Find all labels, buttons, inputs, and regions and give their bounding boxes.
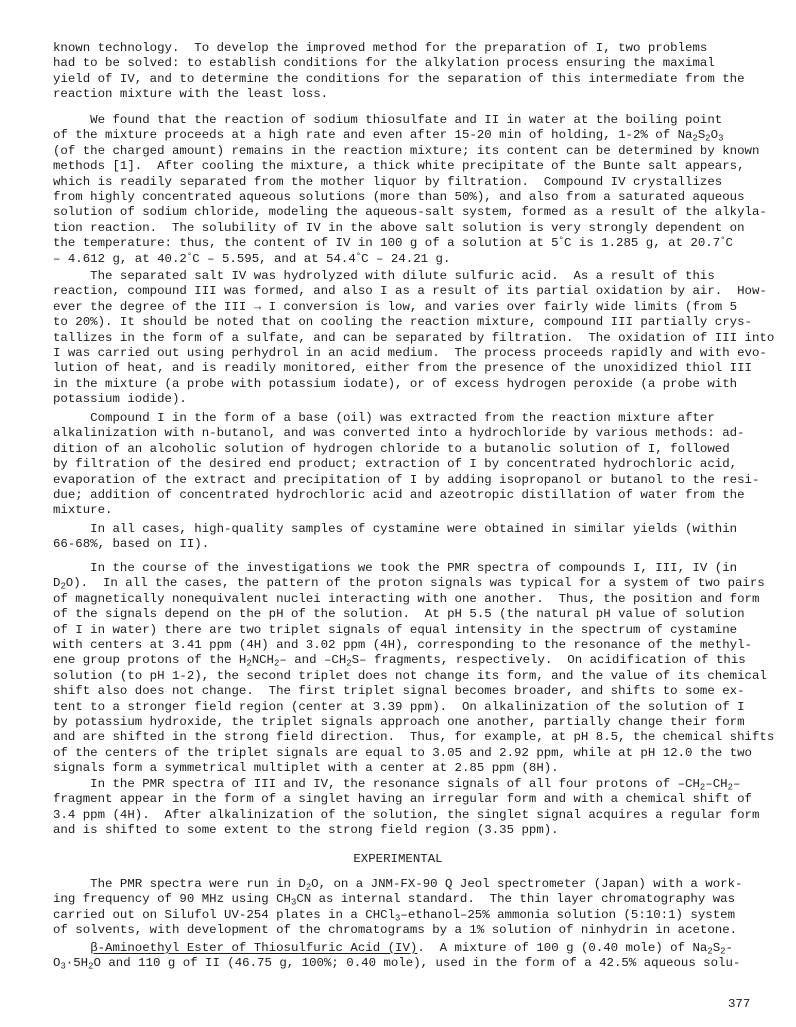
paragraph-intro-continuation — [53, 41, 743, 103]
paragraph-extraction — [53, 411, 760, 519]
text-line: In all cases, high-quality samples of cystamine were obtained in similar yields (within — [53, 522, 738, 536]
text-line: solution of sodium chloride, modeling the aqueous-salt system, formed as a result of the alkyla- — [53, 205, 767, 220]
text-line: In the course of the investigations we took the PMR spectra of compounds I, III, IV (in — [53, 561, 738, 575]
text-line: signals form a symmetrical multiplet with a center at 2.85 ppm (8H). — [53, 761, 559, 776]
text-line: of I in water) there are two triplet signals of equal intensity in the spectrum of cystamine — [53, 622, 738, 637]
text-line: by potassium hydroxide, the triplet signals approach one another, partially change their form — [53, 714, 745, 729]
text-line: Compound I in the form of a base (oil) was extracted from the reaction mixture after — [53, 411, 715, 425]
text-line: fragment appear in the form of a singlet having an irregular form and with a chemical shift of — [53, 792, 752, 807]
text-line: of the mixture proceeds at a high rate and even after 15-20 min of holding, 1-2% of $Na_2S_2O_3$ — [53, 128, 724, 144]
text-line: to 20%). It should be noted that on cooling the reaction mixture, compound III partially crys- — [53, 315, 752, 330]
text-line: In the PMR spectra of III and IV, the resonance signals of all four protons of $-CH_2-CH_2-$ — [53, 777, 741, 793]
text-line: ing frequency of 90 MHz using $CH_3CN$ as internal standard. The thin layer chromatography was — [53, 892, 736, 908]
text-line: of the centers of the triplet signals are equal to 3.05 and 2.92 ppm, while at pH 12.0 the two — [53, 745, 752, 760]
text-line: We found that the reaction of sodium thiosulfate and II in water at the boiling point — [53, 113, 723, 127]
text-line: $O_3\cdot 5H_2O$ and 110 g of II (46.75 g, 100%; 0.40 mole), used in the form of a 42.5% aqueous solu- — [53, 956, 741, 972]
text-line: had to be solved: to establish conditions for the alkylation process ensuring the maximal — [53, 56, 715, 71]
section-heading-experimental: EXPERIMENTAL — [353, 852, 443, 866]
text-line: $D_2O$). In all the cases, the pattern of the proton signals was typical for a system of two pairs — [53, 576, 765, 592]
paragraph-procedure-iv — [53, 941, 743, 972]
text-line: tion reaction. The solubility of IV in the above salt solution is very strongly dependent on — [53, 220, 745, 235]
text-line: due; addition of concentrated hydrochloric acid and azeotropic distillation of water from the — [53, 487, 745, 502]
text-line: 3.4 ppm (4H). After alkalinization of the solution, the singlet signal acquires a regular form — [53, 807, 760, 822]
paragraph-hydrolysis — [53, 269, 775, 408]
text-line: of the signals depend on the pH of the solution. At pH 5.5 (the natural pH value of solution — [53, 607, 745, 622]
text-line: yield of IV, and to determine the conditions for the separation of this intermediate from the — [53, 71, 745, 86]
text-line: by filtration of the desired end product; extraction of I by concentrated hydrochloric acid, — [53, 457, 738, 472]
paragraph-pmr-spectra — [53, 561, 775, 776]
text-line: reaction mixture with the least loss. — [53, 87, 329, 102]
paragraph-yields — [53, 522, 743, 553]
text-line: solution (to pH 1-2), the second triplet does not change its form, and the value of its chemical — [53, 668, 767, 683]
text-line: and is shifted to some extent to the strong field region (3.35 ppm). — [53, 823, 559, 838]
text-line: – 4.612 g, at 40.2°C – 5.595, and at 54.4°C – 24.21 g. — [53, 250, 451, 266]
text-line: potassium iodide). — [53, 392, 187, 407]
text-line: methods [1]. After cooling the mixture, a thick white precipitate of the Bunte salt appears, — [53, 159, 745, 174]
text-line: β-Aminoethyl Ester of Thiosulfuric Acid (IV). A mixture of 100 g (0.40 mole) of $Na_2S_2-$ — [90, 941, 733, 957]
text-line: evaporation of the extract and precipitation of I by adding isopropanol or butanol to the resi- — [53, 472, 760, 487]
text-line: tallizes in the form of a sulfate, and can be separated by filtration. The oxidation of III into — [53, 330, 775, 345]
text-line: reaction, compound III was formed, and also I as a result of its partial oxidation by air. How- — [53, 284, 767, 299]
text-line: ever the degree of the III → I conversion is low, and varies over fairly wide limits (from 5 — [53, 299, 738, 314]
text-line: shift also does not change. The first triplet signal becomes broader, and shifts to some ex- — [53, 684, 745, 699]
text-line: mixture. — [53, 503, 113, 518]
text-line: known technology. To develop the improved method for the preparation of I, two problems — [53, 41, 708, 55]
text-line: tent to a stronger field region (center at 3.39 ppm). On alkalinization of the solution of I — [53, 699, 745, 714]
paragraph-thiosulfate-reaction — [53, 113, 767, 267]
text-line: dition of an alcoholic solution of hydrogen chloride to a butanolic solution of I, followed — [53, 441, 730, 456]
paragraph-pmr-iii-iv — [53, 777, 760, 839]
text-line: with centers at 3.41 ppm (4H) and 3.02 ppm (4H), corresponding to the resonance of the methyl- — [53, 637, 752, 652]
text-line: of solvents, with development of the chromatograms by a 1% solution of ninhydrin in acetone. — [53, 923, 738, 938]
text-line: (of the charged amount) remains in the reaction mixture; its content can be determined by known — [53, 143, 760, 158]
text-line: and are shifted in the strong field direction. Thus, for example, at pH 8.5, the chemical shifts — [53, 730, 775, 745]
text-line: lution of heat, and is readily monitored, either from the presence of the unoxidized thiol III — [53, 361, 752, 376]
text-line: alkalinization with n-butanol, and was converted into a hydrochloride by various methods: ad- — [53, 426, 745, 441]
paragraph-experimental-methods — [53, 877, 743, 939]
text-line: the temperature: thus, the content of IV in 100 g of a solution at 5°C is 1.285 g, at 20.7°C — [53, 235, 733, 251]
text-line: carried out on Silufol UV-254 plates in a CHCl$_3$–ethanol–25% ammonia solution (5:10:1) system — [53, 907, 736, 924]
text-line: The separated salt IV was hydrolyzed with dilute sulfuric acid. As a result of this — [53, 269, 715, 283]
text-line: 66-68%, based on II). — [53, 537, 210, 552]
page-number: 377 — [728, 997, 751, 1011]
text-line: ene group protons of the $H_2NCH_2-$ and $-CH_2S-$ fragments, respectively. On acidification of this — [53, 653, 746, 669]
text-line: I was carried out using perhydrol in an acid medium. The process proceeds rapidly and with evo- — [53, 345, 767, 360]
text-line: in the mixture (a probe with potassium iodate), or of excess hydrogen peroxide (a probe with — [53, 376, 738, 391]
text-line: which is readily separated from the mother liquor by filtration. Compound IV crystallizes — [53, 174, 723, 189]
text-line: from highly concentrated aqueous solutions (more than 50%), and also from a saturated aqueous — [53, 189, 745, 204]
text-line: The PMR spectra were run in $D_2O$, on a JNM-FX-90 Q Jeol spectrometer (Japan) with a work- — [53, 877, 743, 893]
text-line: of magnetically nonequivalent nuclei interacting with one another. Thus, the position and form — [53, 591, 760, 606]
